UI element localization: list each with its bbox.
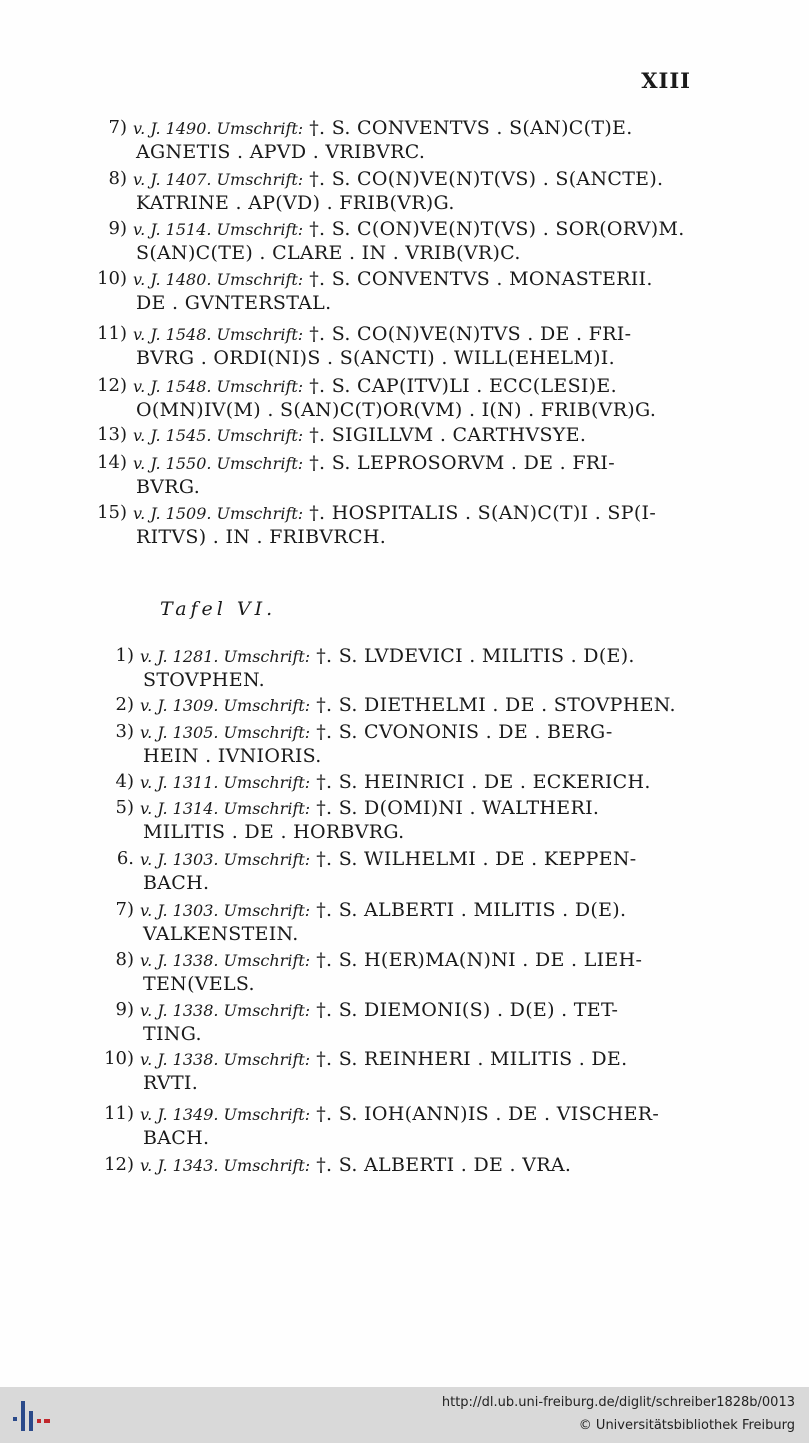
entry-first-line xyxy=(133,450,615,477)
entry-inscription: †. S. D(OMI)NI . WALTHERI. xyxy=(316,797,600,819)
entry-number: 11) xyxy=(97,323,127,344)
footer-copyright: © Universitätsbibliothek Freiburg xyxy=(578,1418,795,1433)
entry-inscription: †. S. H(ER)MA(N)NI . DE . LIEH- xyxy=(316,949,643,971)
entry-number: 11) xyxy=(104,1103,134,1124)
entry-date-label: v. J. 1305. Umschrift: xyxy=(140,723,311,742)
entry-continuation: MILITIS . DE . HORBVRG. xyxy=(143,821,405,843)
entry-number: 12) xyxy=(104,1154,134,1175)
entry-continuation: BVRG . ORDI(NI)S . S(ANCTI) . WILL(EHELM)I. xyxy=(136,347,615,369)
entry-number: 8) xyxy=(108,168,127,189)
entry-number: 10) xyxy=(104,1048,134,1069)
footer-bar xyxy=(0,1387,809,1443)
entry-continuation: HEIN . IVNIORIS. xyxy=(143,745,322,767)
entry-first-line xyxy=(133,166,663,193)
entry-inscription: †. SIGILLVM . CARTHVSYE. xyxy=(309,424,587,446)
entry-date-label: v. J. 1338. Umschrift: xyxy=(140,1050,311,1069)
entry-first-line xyxy=(140,1152,571,1179)
entry-first-line xyxy=(140,643,635,670)
entry-first-line xyxy=(140,692,676,719)
entry-date-label: v. J. 1480. Umschrift: xyxy=(133,270,304,289)
entry-date-label: v. J. 1338. Umschrift: xyxy=(140,1001,311,1020)
entry-number: 9) xyxy=(115,999,134,1020)
entry-date-label: v. J. 1314. Umschrift: xyxy=(140,799,311,818)
entry-inscription: †. HOSPITALIS . S(AN)C(T)I . SP(I- xyxy=(309,502,657,524)
entry-continuation: STOVPHEN. xyxy=(143,669,266,691)
entry-number: 1) xyxy=(115,645,134,666)
entry-first-line xyxy=(140,795,599,822)
entry-date-label: v. J. 1311. Umschrift: xyxy=(140,773,311,792)
entry-inscription: †. S. CONVENTVS . MONASTERII. xyxy=(309,268,653,290)
entry-continuation: RVTI. xyxy=(143,1072,199,1094)
entry-inscription: †. S. REINHERI . MILITIS . DE. xyxy=(316,1048,628,1070)
entry-inscription: †. S. LEPROSORVM . DE . FRI- xyxy=(309,452,615,474)
entry-inscription: †. S. DIETHELMI . DE . STOVPHEN. xyxy=(316,694,676,716)
entry-number: 2) xyxy=(115,694,134,715)
entry-date-label: v. J. 1514. Umschrift: xyxy=(133,220,304,239)
entry-number: 10) xyxy=(97,268,127,289)
entry-date-label: v. J. 1550. Umschrift: xyxy=(133,454,304,473)
entry-number: 3) xyxy=(115,721,134,742)
entry-number: 12) xyxy=(97,375,127,396)
entry-first-line xyxy=(140,846,637,873)
entry-inscription: †. S. CO(N)VE(N)TVS . DE . FRI- xyxy=(309,323,632,345)
entry-first-line xyxy=(140,1101,659,1128)
entry-inscription: †. S. CAP(ITV)LI . ECC(LESI)E. xyxy=(309,375,617,397)
entry-inscription: †. S. HEINRICI . DE . ECKERICH. xyxy=(316,771,651,793)
entry-date-label: v. J. 1548. Umschrift: xyxy=(133,377,304,396)
entry-inscription: †. S. ALBERTI . DE . VRA. xyxy=(316,1154,572,1176)
entry-inscription: †. S. DIEMONI(S) . D(E) . TET- xyxy=(316,999,619,1021)
entry-inscription: †. S. C(ON)VE(N)T(VS) . SOR(ORV)M. xyxy=(309,218,685,240)
entry-first-line xyxy=(140,769,651,796)
entry-first-line xyxy=(140,719,613,746)
entry-first-line xyxy=(140,997,618,1024)
entry-date-label: v. J. 1509. Umschrift: xyxy=(133,504,304,523)
entry-date-label: v. J. 1407. Umschrift: xyxy=(133,170,304,189)
entry-first-line xyxy=(133,422,586,449)
entry-continuation: VALKENSTEIN. xyxy=(143,923,299,945)
entry-inscription: †. S. WILHELMI . DE . KEPPEN- xyxy=(316,848,637,870)
entry-number: 5) xyxy=(115,797,134,818)
entry-date-label: v. J. 1281. Umschrift: xyxy=(140,647,311,666)
entry-number: 7) xyxy=(108,117,127,138)
entry-first-line xyxy=(140,1046,627,1073)
entry-date-label: v. J. 1338. Umschrift: xyxy=(140,951,311,970)
entry-continuation: BACH. xyxy=(143,1127,210,1149)
entry-date-label: v. J. 1343. Umschrift: xyxy=(140,1156,311,1175)
entry-first-line xyxy=(133,373,617,400)
entry-first-line xyxy=(133,266,653,293)
entry-inscription: †. S. CONVENTVS . S(AN)C(T)E. xyxy=(309,117,633,139)
library-logo-icon xyxy=(12,1397,52,1435)
entry-first-line xyxy=(133,500,656,527)
entry-continuation: TING. xyxy=(143,1023,202,1045)
entry-continuation: AGNETIS . APVD . VRIBVRC. xyxy=(136,141,426,163)
entry-continuation: BACH. xyxy=(143,872,210,894)
entry-number: 14) xyxy=(97,452,127,473)
entry-first-line xyxy=(140,947,642,974)
entry-number: 15) xyxy=(97,502,127,523)
entry-first-line xyxy=(133,115,633,142)
entry-inscription: †. S. ALBERTI . MILITIS . D(E). xyxy=(316,899,627,921)
entry-inscription: †. S. CO(N)VE(N)T(VS) . S(ANCTE). xyxy=(309,168,664,190)
entry-inscription: †. S. LVDEVICI . MILITIS . D(E). xyxy=(316,645,635,667)
entry-date-label: v. J. 1545. Umschrift: xyxy=(133,426,304,445)
entry-first-line xyxy=(133,321,631,348)
entry-continuation: BVRG. xyxy=(136,476,201,498)
entry-date-label: v. J. 1548. Umschrift: xyxy=(133,325,304,344)
entry-date-label: v. J. 1490. Umschrift: xyxy=(133,119,304,138)
entry-continuation: O(MN)IV(M) . S(AN)C(T)OR(VM) . I(N) . FRIB(VR)G. xyxy=(136,399,657,421)
footer-source-link[interactable]: http://dl.ub.uni-freiburg.de/diglit/schreiber1828b/0013 xyxy=(441,1395,795,1410)
entry-date-label: v. J. 1303. Umschrift: xyxy=(140,901,311,920)
entry-continuation: RITVS) . IN . FRIBVRCH. xyxy=(136,526,387,548)
entry-date-label: v. J. 1303. Umschrift: xyxy=(140,850,311,869)
entry-inscription: †. S. CVONONIS . DE . BERG- xyxy=(316,721,613,743)
entry-first-line xyxy=(133,216,685,243)
entry-continuation: TEN(VELS. xyxy=(143,973,255,995)
entry-inscription: †. S. IOH(ANN)IS . DE . VISCHER- xyxy=(316,1103,660,1125)
page-number: XIII xyxy=(641,68,691,93)
entry-continuation: KATRINE . AP(VD) . FRIB(VR)G. xyxy=(136,192,455,214)
entry-number: 7) xyxy=(115,899,134,920)
entry-number: 8) xyxy=(115,949,134,970)
entry-number: 9) xyxy=(108,218,127,239)
section-heading: Tafel VI. xyxy=(160,598,277,620)
entry-first-line xyxy=(140,897,626,924)
entry-date-label: v. J. 1349. Umschrift: xyxy=(140,1105,311,1124)
entry-date-label: v. J. 1309. Umschrift: xyxy=(140,696,311,715)
entry-continuation: DE . GVNTERSTAL. xyxy=(136,292,332,314)
entry-number: 6. xyxy=(116,848,134,869)
entry-continuation: S(AN)C(TE) . CLARE . IN . VRIB(VR)C. xyxy=(136,242,521,264)
entry-number: 13) xyxy=(97,424,127,445)
entry-number: 4) xyxy=(115,771,134,792)
